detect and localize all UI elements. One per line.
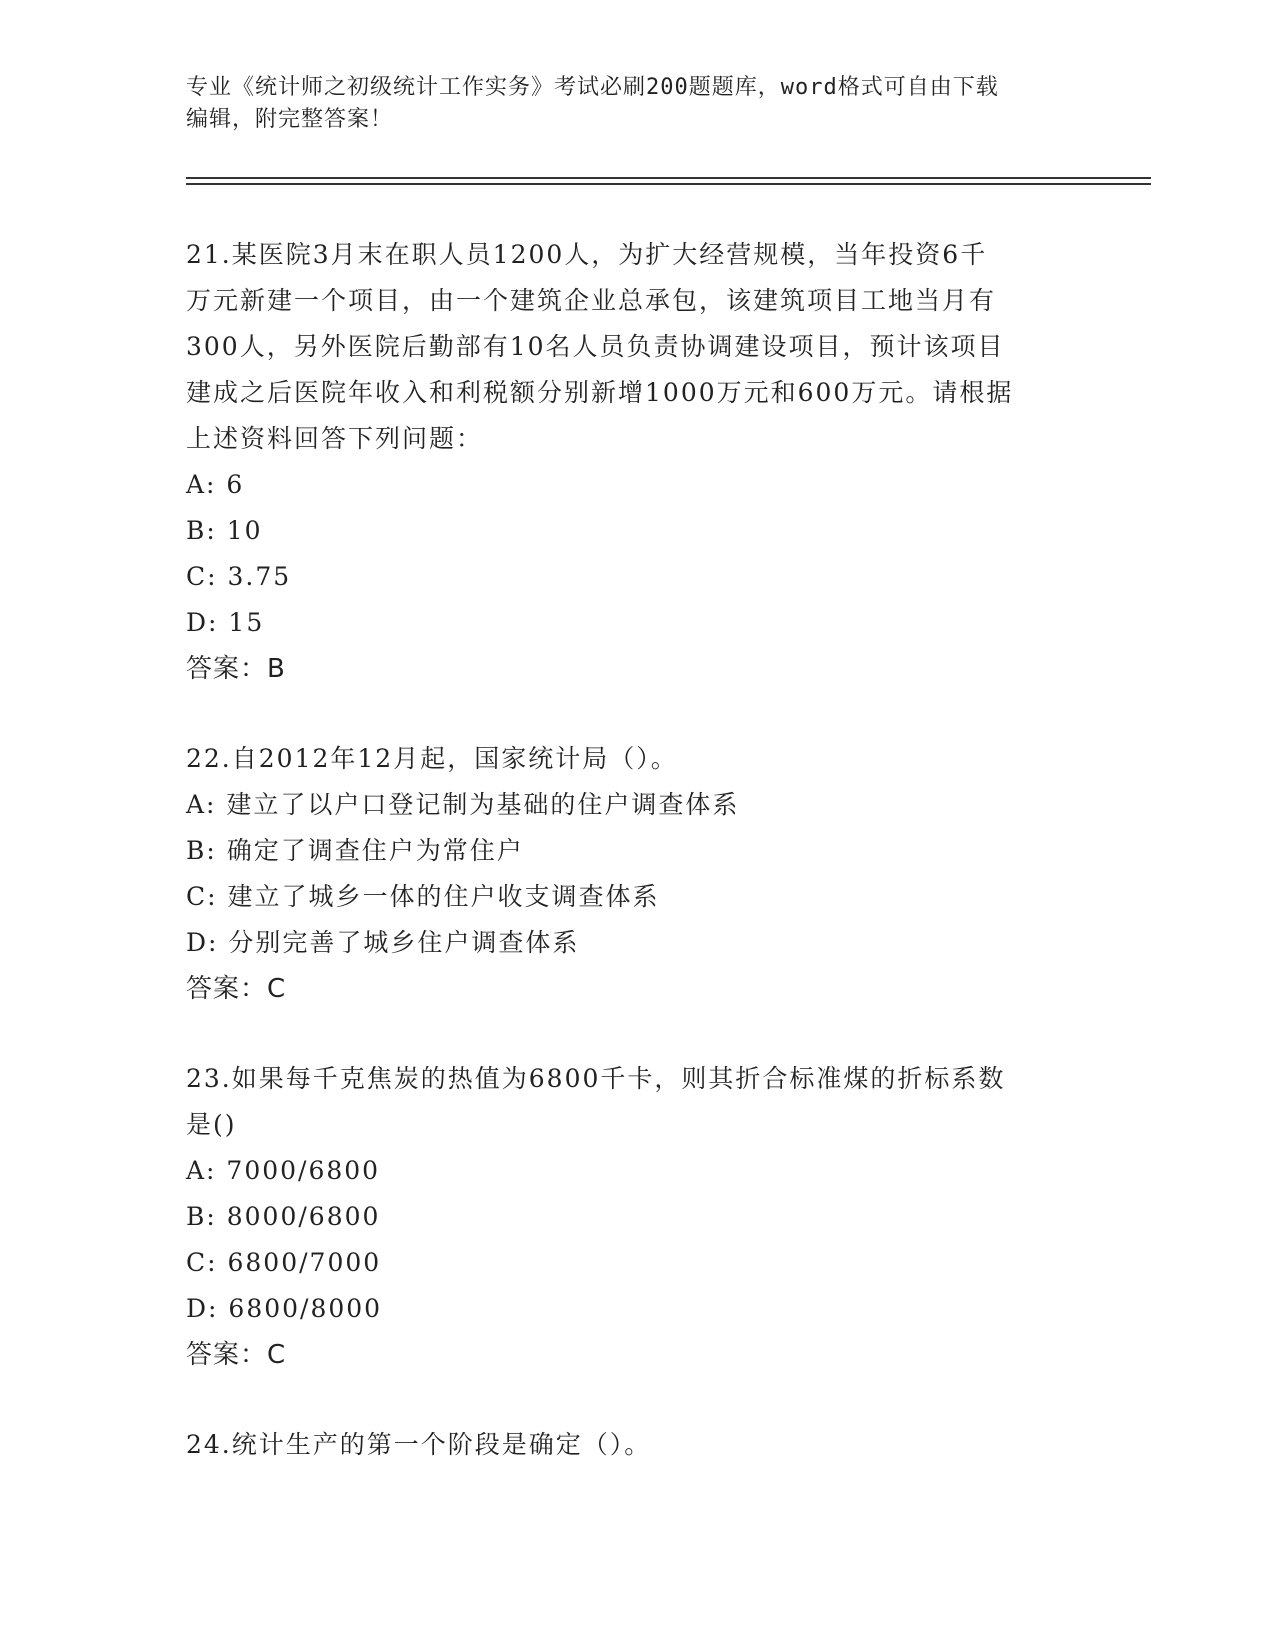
question-stem-line: 万元新建一个项目，由一个建筑企业总承包，该建筑项目工地当月有 [186,286,997,315]
question-23 [186,1056,1086,1378]
option-c: C: 3.75 [186,562,292,591]
answer: 答案：B [186,654,286,684]
option-b: B: 8000/6800 [186,1202,381,1231]
answer: 答案：C [186,974,287,1004]
answer: 答案：C [186,1340,287,1370]
header-divider-top [186,177,1151,179]
option-b: B: 10 [186,516,263,545]
option-c: C: 建立了城乡一体的住户收支调查体系 [186,882,660,911]
document-header [186,72,1086,136]
question-stem-line: 23.如果每千克焦炭的热值为6800千卡，则其折合标准煤的折标系数 [186,1064,1006,1093]
question-stem-line: 建成之后医院年收入和利税额分别新增1000万元和600万元。请根据 [186,378,1014,407]
option-d: D: 15 [186,608,265,637]
option-d: D: 分别完善了城乡住户调查体系 [186,928,580,957]
question-stem-line: 300人，另外医院后勤部有10名人员负责协调建设项目，预计该项目 [186,332,1005,361]
question-21 [186,232,1086,692]
question-22 [186,736,1086,1012]
option-a: A: 6 [186,470,245,499]
question-stem-line: 24.统计生产的第一个阶段是确定（）。 [186,1430,652,1459]
option-c: C: 6800/7000 [186,1248,382,1277]
option-a: A: 7000/6800 [186,1156,381,1185]
question-24 [186,1422,1086,1468]
option-a: A: 建立了以户口登记制为基础的住户调查体系 [186,790,740,819]
question-stem-line: 是() [186,1110,237,1139]
question-stem-line: 上述资料回答下列问题： [186,424,484,453]
question-stem-line: 21.某医院3月末在职人员1200人，为扩大经营规模，当年投资6千 [186,240,988,269]
header-divider-bottom [186,183,1151,185]
question-stem-line: 22.自2012年12月起，国家统计局（）。 [186,744,678,773]
option-d: D: 6800/8000 [186,1294,383,1323]
option-b: B: 确定了调查住户为常住户 [186,836,524,865]
header-line-2: 编辑，附完整答案！ [186,107,394,132]
header-line-1: 专业《统计师之初级统计工作实务》考试必刷200题题库，word格式可自由下载 [186,75,999,100]
